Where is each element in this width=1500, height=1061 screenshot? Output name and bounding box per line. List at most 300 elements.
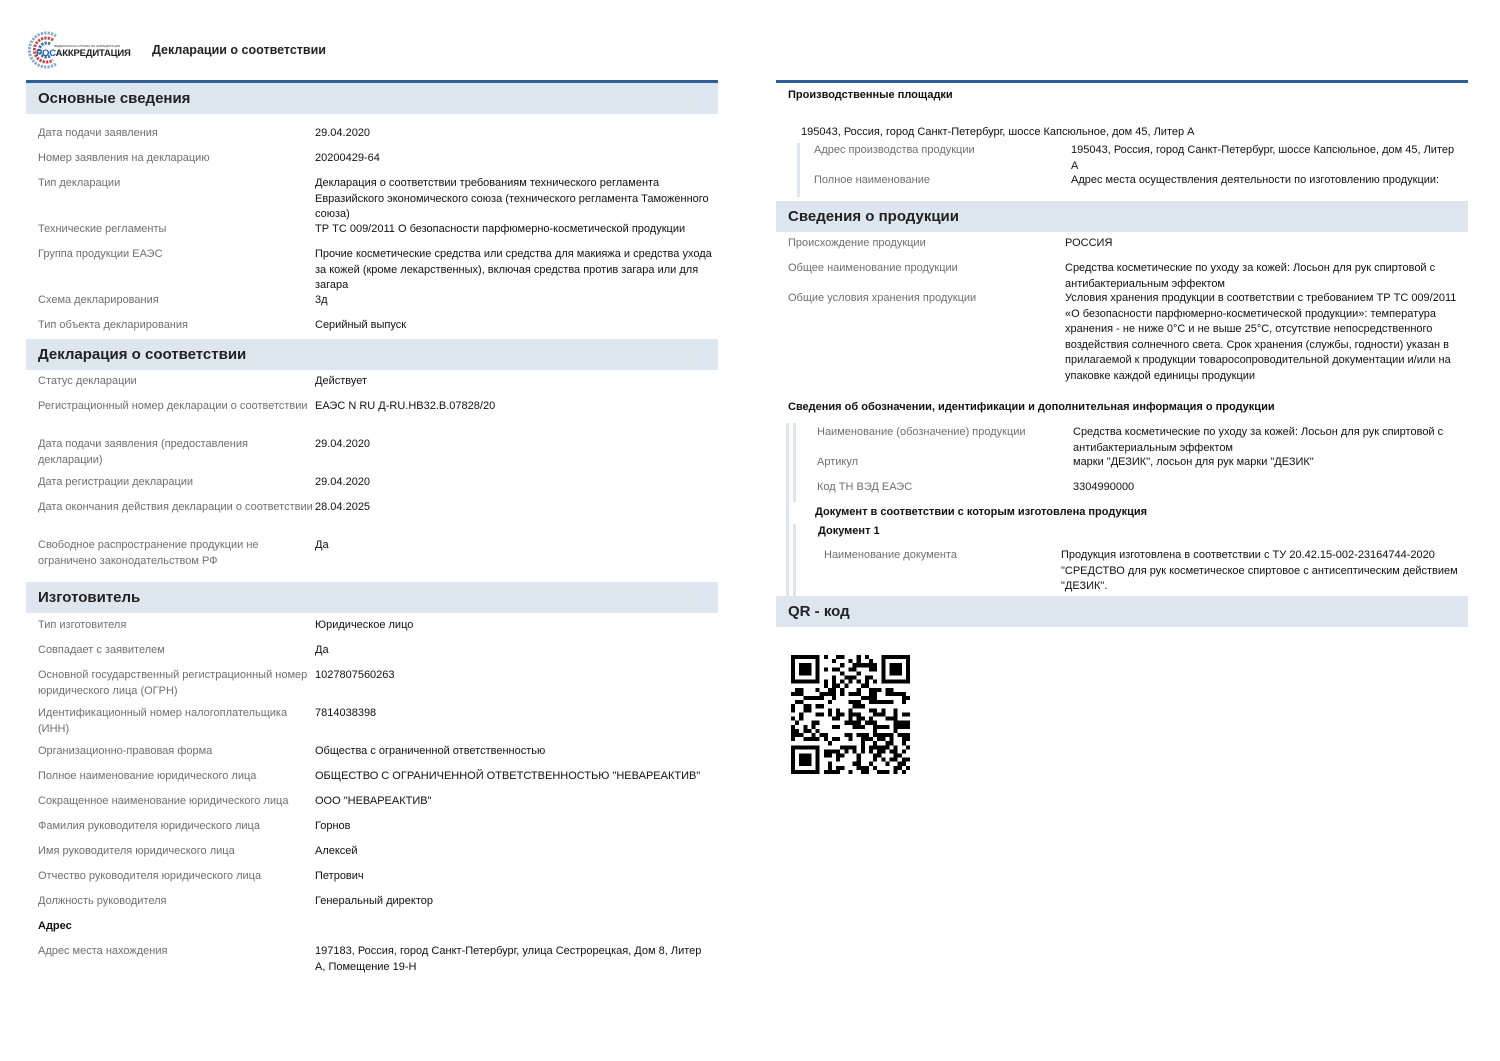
qr-module xyxy=(902,700,906,704)
qr-module xyxy=(902,696,906,700)
qr-module xyxy=(857,671,861,675)
qr-module xyxy=(816,667,820,671)
qr-module xyxy=(799,667,803,671)
field-row xyxy=(796,455,1468,480)
qr-module xyxy=(861,737,865,741)
qr-module xyxy=(873,712,877,716)
field-value: Алексей xyxy=(315,845,358,857)
qr-module xyxy=(906,766,910,770)
field-label: Отчество руководителя юридического лица xyxy=(38,870,262,882)
qr-module xyxy=(795,680,799,684)
qr-module xyxy=(844,721,848,725)
qr-module xyxy=(828,712,832,716)
qr-module xyxy=(898,725,902,729)
qr-module xyxy=(906,758,910,762)
article-value: марки "ДЕЗИК", лосьон для рук марки "ДЕЗИК" xyxy=(1073,456,1314,468)
field-label: Регистрационный номер декларации о соответствии xyxy=(38,400,308,412)
section-product xyxy=(776,232,1468,596)
qr-module xyxy=(824,684,828,688)
field-label: Дата подачи заявления xyxy=(38,127,158,139)
qr-module xyxy=(791,733,795,737)
field-value: Прочие косметические средства или средства для макияжа и средства ухода за кожей (кроме лекарственных), включая средства против загара или для загара xyxy=(315,248,712,291)
qr-module xyxy=(791,729,795,733)
qr-module xyxy=(906,659,910,663)
page-title: Декларации о соответствии xyxy=(152,43,326,57)
qr-module xyxy=(840,692,844,696)
qr-module xyxy=(902,741,906,745)
qr-module xyxy=(848,700,852,704)
qr-module xyxy=(799,712,803,716)
qr-module xyxy=(894,663,898,667)
field-value: 29.04.2020 xyxy=(315,438,371,450)
qr-module xyxy=(840,671,844,675)
qr-module xyxy=(795,655,799,659)
qr-module xyxy=(832,749,836,753)
field-value: Юридическое лицо xyxy=(315,619,414,631)
qr-module xyxy=(832,659,836,663)
qr-module xyxy=(812,770,816,774)
qr-module xyxy=(889,741,893,745)
field-row xyxy=(26,794,718,819)
qr-module xyxy=(832,692,836,696)
field-row xyxy=(26,668,718,706)
field-row xyxy=(26,176,718,222)
qr-module xyxy=(857,762,861,766)
qr-module xyxy=(853,721,857,725)
qr-module xyxy=(816,712,820,716)
field-value: 29.04.2020 xyxy=(315,476,371,488)
field-label: Общие условия хранения продукции xyxy=(788,292,977,304)
field-label: Наименование документа xyxy=(824,549,957,561)
field-row xyxy=(26,500,718,538)
qr-module xyxy=(848,692,852,696)
qr-module xyxy=(803,737,807,741)
qr-module xyxy=(803,704,807,708)
qr-module xyxy=(869,688,873,692)
qr-module xyxy=(812,745,816,749)
field-label: Сокращенное наименование юридического лица xyxy=(38,795,289,807)
qr-module xyxy=(906,667,910,671)
qr-module xyxy=(816,753,820,757)
qr-module xyxy=(857,688,861,692)
qr-module xyxy=(889,667,893,671)
qr-module xyxy=(832,688,836,692)
field-row xyxy=(26,374,718,399)
qr-module xyxy=(803,667,807,671)
qr-module xyxy=(857,725,861,729)
qr-module xyxy=(906,737,910,741)
qr-module xyxy=(791,717,795,721)
qr-module xyxy=(869,708,873,712)
qr-module xyxy=(889,671,893,675)
field-value: 29.04.2020 xyxy=(315,127,371,139)
field-row xyxy=(796,425,1468,455)
qr-module xyxy=(885,725,889,729)
qr-module xyxy=(889,733,893,737)
qr-module xyxy=(869,659,873,663)
qr-module xyxy=(881,712,885,716)
field-row xyxy=(26,399,718,437)
qr-module xyxy=(848,712,852,716)
field-label: Фамилия руководителя юридического лица xyxy=(38,820,260,832)
qr-module xyxy=(799,745,803,749)
qr-module xyxy=(877,745,881,749)
qr-module xyxy=(857,663,861,667)
qr-module xyxy=(902,737,906,741)
qr-module xyxy=(803,663,807,667)
qr-module xyxy=(857,766,861,770)
qr-module xyxy=(894,749,898,753)
qr-module xyxy=(820,712,824,716)
field-label: Совпадает с заявителем xyxy=(38,644,165,656)
qr-module xyxy=(857,717,861,721)
qr-module xyxy=(824,770,828,774)
qr-module xyxy=(885,700,889,704)
field-label: Наименование (обозначение) продукции xyxy=(817,426,1026,438)
qr-module xyxy=(795,729,799,733)
field-value: Адрес места осуществления деятельности по изготовлению продукции: xyxy=(1071,174,1440,186)
field-row xyxy=(26,944,718,982)
qr-module xyxy=(873,766,877,770)
field-label: Имя руководителя юридического лица xyxy=(38,845,235,857)
field-value: 195043, Россия, город Санкт-Петербург, шоссе Капсюльное, дом 45, Литер А xyxy=(1071,144,1455,172)
qr-module xyxy=(853,749,857,753)
qr-module xyxy=(828,753,832,757)
field-row xyxy=(800,143,1468,173)
qr-module xyxy=(816,745,820,749)
field-label: Статус декларации xyxy=(38,375,137,387)
qr-module xyxy=(828,762,832,766)
qr-module xyxy=(865,737,869,741)
qr-module xyxy=(803,729,807,733)
field-row xyxy=(776,261,1468,291)
qr-module xyxy=(894,680,898,684)
qr-module xyxy=(816,762,820,766)
logo-ros: РОС xyxy=(36,48,56,59)
qr-module xyxy=(881,725,885,729)
qr-module xyxy=(869,700,873,704)
field-value: 28.04.2025 xyxy=(315,501,371,513)
field-label: Основной государственный регистрационный номер юридического лица (ОГРН) xyxy=(38,669,308,697)
qr-module xyxy=(824,737,828,741)
qr-module xyxy=(881,671,885,675)
qr-module xyxy=(873,741,877,745)
qr-module xyxy=(795,688,799,692)
field-value: Средства косметические по уходу за кожей: Лосьон для рук спиртовой с антибактериальным эффектом xyxy=(1073,426,1444,454)
qr-module xyxy=(840,655,844,659)
qr-module xyxy=(869,696,873,700)
field-label: Полное наименование юридического лица xyxy=(38,770,257,782)
qr-module xyxy=(869,737,873,741)
qr-module xyxy=(877,733,881,737)
qr-module xyxy=(902,749,906,753)
qr-module xyxy=(807,737,811,741)
qr-module xyxy=(869,676,873,680)
qr-module xyxy=(799,692,803,696)
qr-module xyxy=(820,692,824,696)
document-heading: Документ в соответствии с которым изготовлена продукция xyxy=(815,506,1148,518)
field-label: Полное наименование xyxy=(814,174,930,186)
qr-module xyxy=(861,717,865,721)
qr-module xyxy=(869,667,873,671)
field-value: Средства косметические по уходу за кожей: Лосьон для рук спиртовой с антибактериальным эффектом xyxy=(1065,262,1436,290)
qr-module xyxy=(865,766,869,770)
qr-module xyxy=(828,688,832,692)
qr-module xyxy=(861,741,865,745)
qr-module xyxy=(853,700,857,704)
qr-module xyxy=(865,696,869,700)
qr-module xyxy=(844,745,848,749)
field-row xyxy=(26,894,718,919)
field-label: Номер заявления на декларацию xyxy=(38,152,210,164)
qr-module xyxy=(902,680,906,684)
field-value: Генеральный директор xyxy=(315,895,433,907)
qr-module xyxy=(791,766,795,770)
qr-module xyxy=(824,753,828,757)
qr-module xyxy=(816,766,820,770)
qr-module xyxy=(799,762,803,766)
section-manufacturer-header: Изготовитель xyxy=(26,582,718,613)
field-row xyxy=(800,173,1468,195)
field-label: Идентификационный номер налогоплательщика (ИНН) xyxy=(38,707,288,735)
logo-akk: АККРЕДИТАЦИЯ xyxy=(55,48,131,59)
qr-module xyxy=(898,692,902,696)
qr-module xyxy=(791,704,795,708)
qr-module xyxy=(906,745,910,749)
qr-module xyxy=(902,762,906,766)
qr-module xyxy=(881,737,885,741)
qr-module xyxy=(791,770,795,774)
qr-module xyxy=(824,733,828,737)
identification-details xyxy=(793,423,1468,502)
qr-module xyxy=(857,733,861,737)
qr-module xyxy=(885,688,889,692)
qr-module xyxy=(820,733,824,737)
field-value: Декларация о соответствии требованиям технического регламента Евразийского экономического союза (технического регламента Таможенного союза) xyxy=(315,177,709,220)
qr-module xyxy=(803,655,807,659)
field-row xyxy=(26,869,718,894)
qr-module xyxy=(836,717,840,721)
qr-module xyxy=(828,741,832,745)
qr-module xyxy=(861,745,865,749)
qr-module xyxy=(889,655,893,659)
qr-module xyxy=(799,663,803,667)
qr-module xyxy=(881,708,885,712)
qr-module xyxy=(885,680,889,684)
field-row xyxy=(26,844,718,869)
qr-module xyxy=(807,745,811,749)
field-row xyxy=(776,236,1468,261)
qr-module xyxy=(836,749,840,753)
section-basic xyxy=(26,114,718,339)
qr-module xyxy=(894,729,898,733)
qr-module xyxy=(881,749,885,753)
ogrn-value: 1027807560263 xyxy=(315,669,395,681)
field-value: ОБЩЕСТВО С ОГРАНИЧЕННОЙ ОТВЕТСТВЕННОСТЬЮ "НЕВАРЕАКТИВ" xyxy=(315,770,701,782)
qr-module xyxy=(881,770,885,774)
qr-module xyxy=(799,753,803,757)
qr-module xyxy=(836,684,840,688)
qr-module xyxy=(816,704,820,708)
field-row xyxy=(26,643,718,668)
qr-module xyxy=(791,655,795,659)
qr-module xyxy=(865,684,869,688)
qr-module xyxy=(836,725,840,729)
qr-module xyxy=(848,708,852,712)
qr-module xyxy=(807,696,811,700)
qr-module xyxy=(873,733,877,737)
qr-module xyxy=(865,663,869,667)
qr-module xyxy=(820,696,824,700)
field-value: Да xyxy=(315,644,329,656)
qr-module xyxy=(861,766,865,770)
qr-module xyxy=(885,741,889,745)
qr-module xyxy=(844,676,848,680)
registration-number: ЕАЭС N RU Д-RU.НВ32.В.07828/20 xyxy=(315,400,496,412)
qr-module xyxy=(869,692,873,696)
qr-module xyxy=(807,667,811,671)
qr-module xyxy=(799,717,803,721)
qr-module xyxy=(848,680,852,684)
field-value: Да xyxy=(315,539,329,551)
production-site-details xyxy=(797,143,1468,197)
qr-module xyxy=(832,680,836,684)
field-label: Организационно-правовая форма xyxy=(38,745,213,757)
qr-module xyxy=(803,758,807,762)
qr-module xyxy=(803,762,807,766)
qr-module xyxy=(885,655,889,659)
qr-module xyxy=(898,753,902,757)
qr-module xyxy=(836,737,840,741)
qr-module xyxy=(869,745,873,749)
qr-module xyxy=(881,700,885,704)
qr-module xyxy=(848,733,852,737)
qr-module xyxy=(803,753,807,757)
field-label: Тип изготовителя xyxy=(38,619,127,631)
qr-module xyxy=(844,733,848,737)
logo-subtitle: ФЕДЕРАЛЬНАЯ СЛУЖБА ПО АККРЕДИТАЦИИ xyxy=(54,44,121,48)
qr-module xyxy=(894,721,898,725)
qr-module xyxy=(873,729,877,733)
qr-module xyxy=(824,655,828,659)
qr-module xyxy=(836,667,840,671)
qr-module xyxy=(865,655,869,659)
qr-module xyxy=(828,749,832,753)
qr-module xyxy=(865,676,869,680)
inn-value: 7814038398 xyxy=(315,707,377,719)
field-label: Дата подачи заявления (предоставления декларации) xyxy=(38,438,248,466)
hs-code-value: 3304990000 xyxy=(1073,481,1135,493)
qr-module xyxy=(816,729,820,733)
field-value: Горнов xyxy=(315,820,351,832)
field-value: 20200429-64 xyxy=(315,152,380,164)
rosaccreditation-logo[interactable] xyxy=(26,30,130,70)
qr-module xyxy=(840,663,844,667)
qr-module xyxy=(869,663,873,667)
qr-module xyxy=(799,680,803,684)
qr-module xyxy=(857,659,861,663)
qr-module xyxy=(873,745,877,749)
qr-module xyxy=(820,704,824,708)
qr-module xyxy=(848,676,852,680)
qr-module xyxy=(906,655,910,659)
qr-module xyxy=(902,733,906,737)
qr-module xyxy=(824,749,828,753)
qr-module xyxy=(873,708,877,712)
qr-module xyxy=(869,762,873,766)
qr-module xyxy=(844,749,848,753)
field-row xyxy=(796,548,1468,596)
qr-module xyxy=(824,667,828,671)
qr-module xyxy=(816,663,820,667)
right-column xyxy=(776,80,1468,627)
field-label: Код ТН ВЭД ЕАЭС xyxy=(817,481,913,493)
status-value: Действует xyxy=(315,375,368,387)
qr-module xyxy=(881,663,885,667)
qr-module xyxy=(816,721,820,725)
section-product-header: Сведения о продукции xyxy=(776,201,1468,232)
qr-module xyxy=(803,725,807,729)
section-declaration xyxy=(26,370,718,582)
qr-module xyxy=(881,680,885,684)
qr-module xyxy=(832,667,836,671)
field-row xyxy=(26,475,718,500)
field-row xyxy=(776,291,1468,401)
qr-module xyxy=(889,692,893,696)
qr-module xyxy=(902,721,906,725)
qr-module xyxy=(816,676,820,680)
qr-module xyxy=(881,758,885,762)
qr-module xyxy=(869,717,873,721)
qr-module xyxy=(853,667,857,671)
qr-code-icon[interactable] xyxy=(791,655,910,774)
qr-module xyxy=(894,753,898,757)
qr-module xyxy=(848,721,852,725)
qr-module xyxy=(832,696,836,700)
qr-module xyxy=(877,737,881,741)
qr-module xyxy=(898,663,902,667)
qr-module xyxy=(791,667,795,671)
qr-module xyxy=(799,671,803,675)
qr-module xyxy=(812,696,816,700)
qr-module xyxy=(824,692,828,696)
qr-module xyxy=(848,770,852,774)
qr-module xyxy=(873,688,877,692)
qr-module xyxy=(898,667,902,671)
qr-module xyxy=(853,676,857,680)
field-row xyxy=(26,769,718,794)
field-value: ТР ТС 009/2011 О безопасности парфюмерно-косметической продукции xyxy=(315,223,686,235)
qr-module xyxy=(795,770,799,774)
identification-heading: Сведения об обозначении, идентификации и дополнительная информация о продукции xyxy=(788,401,1275,413)
qr-module xyxy=(848,745,852,749)
qr-module xyxy=(840,688,844,692)
document-1-block xyxy=(793,524,1468,596)
page-header xyxy=(26,28,326,72)
qr-module xyxy=(873,725,877,729)
qr-module xyxy=(791,745,795,749)
qr-module xyxy=(885,762,889,766)
qr-module xyxy=(861,684,865,688)
qr-module xyxy=(853,762,857,766)
qr-module xyxy=(894,692,898,696)
qr-module xyxy=(889,758,893,762)
qr-module xyxy=(803,770,807,774)
qr-module xyxy=(894,667,898,671)
qr-module xyxy=(906,721,910,725)
field-label: Технические регламенты xyxy=(38,223,167,235)
qr-module xyxy=(902,655,906,659)
